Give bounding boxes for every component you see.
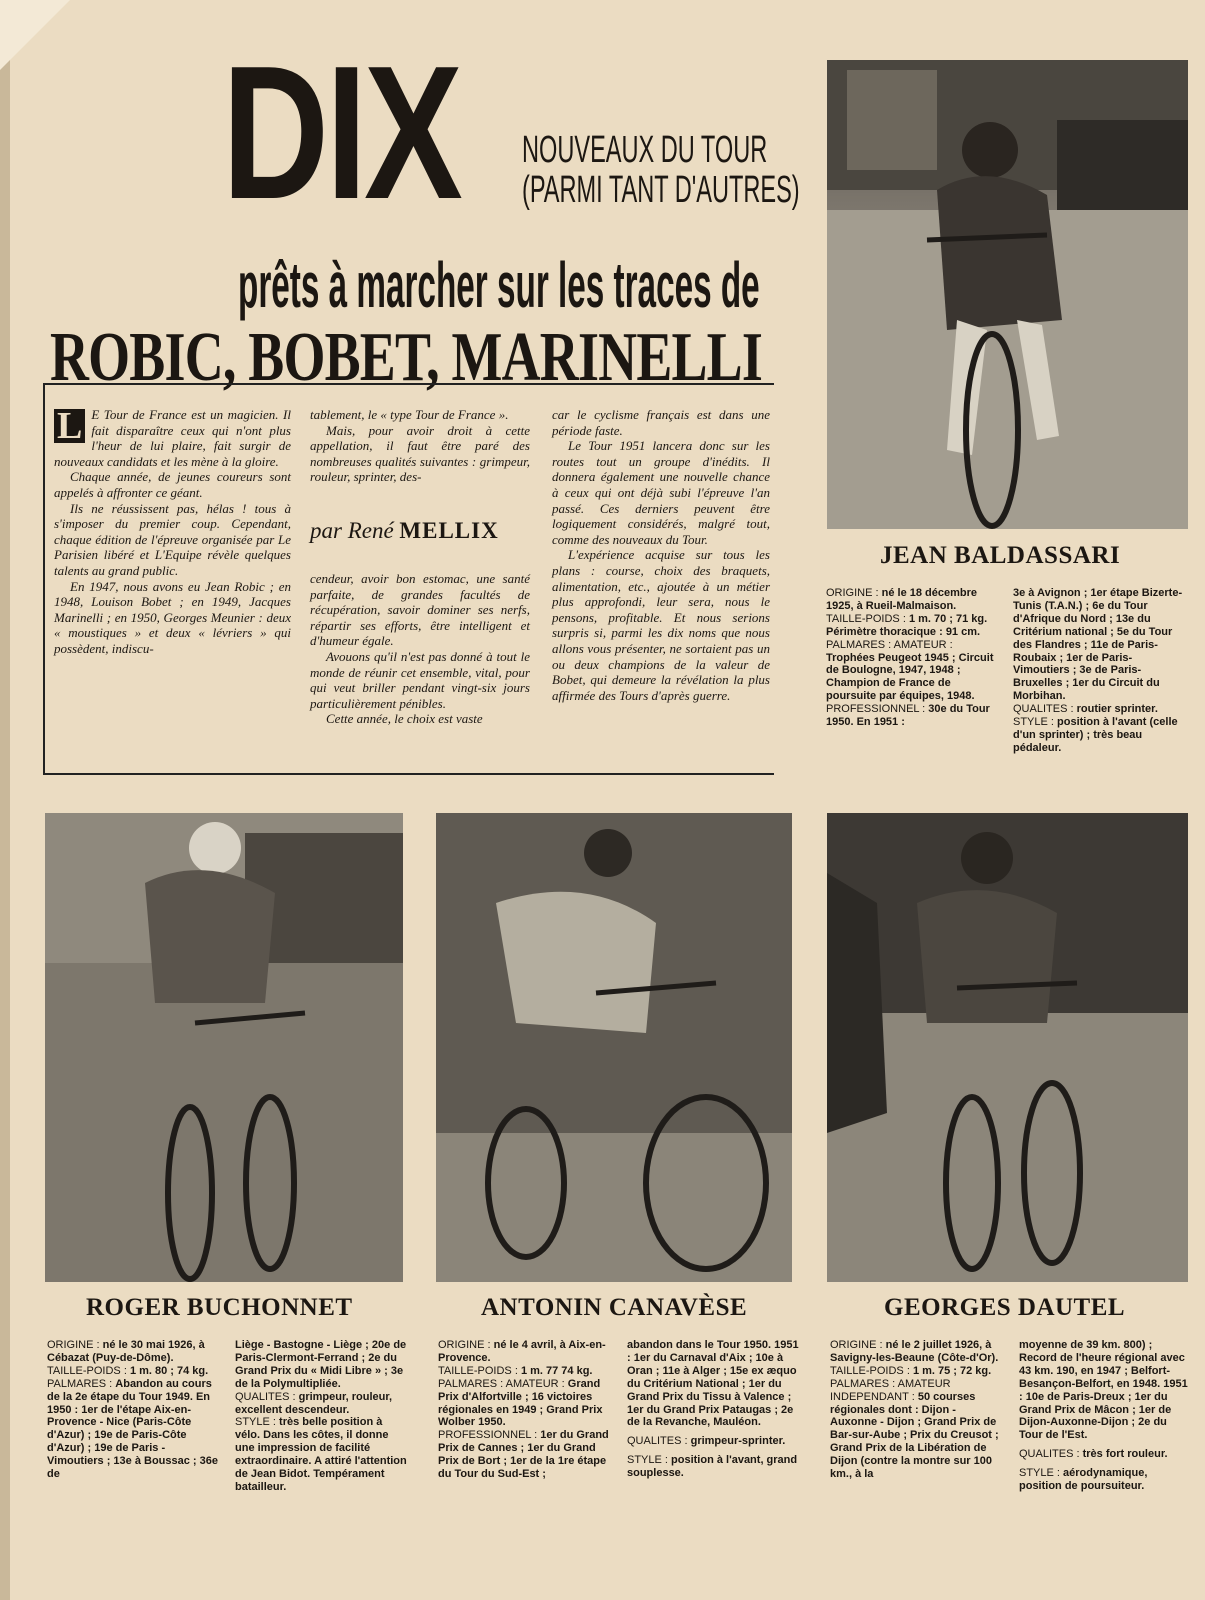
headline-subtitle-line1: NOUVEAUX DU TOUR bbox=[522, 129, 768, 171]
article-column-3 bbox=[552, 407, 770, 703]
bio-canavese-col2 bbox=[627, 1339, 799, 1480]
article-column-1 bbox=[54, 407, 291, 657]
headline-subtitle-line2: (PARMI TANT D'AUTRES) bbox=[522, 169, 800, 211]
bio-buchonnet-col1 bbox=[47, 1339, 219, 1481]
bio-baldassari-col1 bbox=[826, 587, 1001, 729]
bio-entry: STYLE : position à l'avant, grand souplesse. bbox=[627, 1454, 798, 1480]
article-paragraph: Avouons qu'il n'est pas donné à tout le monde de réunir cet ensemble, vital, pour qui veut briller pendant vingt-six jours particulièrement pénibles. bbox=[310, 648, 530, 711]
bio-entry: TAILLE-POIDS : 1 m. 80 ; 74 kg. bbox=[47, 1364, 209, 1377]
cyclist-photo-illustration bbox=[827, 813, 1188, 1282]
bio-buchonnet-col2 bbox=[235, 1339, 407, 1494]
article-dropcap: L bbox=[54, 409, 85, 443]
article-byline bbox=[310, 518, 499, 544]
photo-jean-baldassari bbox=[827, 60, 1188, 529]
article-column-2-top bbox=[310, 407, 530, 485]
rider-name-canavese: ANTONIN CANAVÈSE bbox=[481, 1294, 748, 1321]
page-binding-edge bbox=[0, 0, 10, 1600]
cyclist-photo-illustration bbox=[827, 60, 1188, 529]
byline-prefix: par René bbox=[310, 518, 394, 543]
bio-entry: QUALITES : très fort rouleur. bbox=[1019, 1448, 1168, 1461]
bio-entry: 3e à Avignon ; 1er étape Bizerte-Tunis (T.A.N.) ; 6e du Tour d'Afrique du Nord ; 13e du Critérium national ; 5e du Tour des Flandres ; 11e de Paris-Roubaix ; 1er de Paris-Vimoutiers ; 3e de Paris-Bruxelles ; 1er du Circuit du Morbihan. bbox=[1013, 587, 1183, 703]
bio-baldassari-col2 bbox=[1013, 587, 1188, 755]
headline-subtitle bbox=[522, 130, 800, 210]
article-paragraph: L E Tour de France est un magicien. Il fait disparaître ceux qui n'ont plus l'heur de lui plaire, fait surgir de nouveaux candidats et les mène à la gloire. bbox=[54, 405, 291, 469]
bio-entry: TAILLE-POIDS : 1 m. 75 ; 72 kg. bbox=[830, 1364, 992, 1377]
article-paragraph: car le cyclisme français est dans une période faste. bbox=[552, 407, 770, 438]
cyclist-photo-illustration bbox=[45, 813, 403, 1282]
bio-entry: PROFESSIONNEL : 30e du Tour 1950. En 1951 : bbox=[826, 703, 990, 729]
bio-dautel-col1 bbox=[830, 1339, 1002, 1481]
bio-entry: ORIGINE : né le 18 décembre 1925, à Rueil-Malmaison. bbox=[826, 587, 978, 612]
article-paragraph: En 1947, nous avons eu Jean Robic ; en 1948, Louison Bobet ; en 1949, Jacques Marinelli ; en 1950, Georges Meunier : deux « moustiques » et deux « lévriers » qui possèdent, indiscu- bbox=[54, 578, 291, 656]
headline-deck: prêts à marcher sur les traces de bbox=[238, 249, 760, 321]
cyclist-photo-illustration bbox=[436, 813, 792, 1282]
bio-entry: PALMARES : AMATEUR : Trophées Peugeot 1945 ; Circuit de Boulogne, 1947, 1948 ; Champion de France de poursuite par équipes, 1948. bbox=[826, 638, 994, 703]
article-paragraph: Le Tour 1951 lancera donc sur les routes tout un groupe d'inédits. Il donnera également une nouvelle chance à ceux qui ont déjà subi l'épreuve l'an passé. Ces derniers peuvent être logiquement considérés, malgré tout, comme des nouveaux du Tour. bbox=[552, 438, 770, 547]
bio-entry: TAILLE-POIDS : 1 m. 70 ; 71 kg. Périmètre thoracique : 91 cm. bbox=[826, 612, 988, 638]
bio-entry: abandon dans le Tour 1950. 1951 : 1er du Carnaval d'Aix ; 10e à Oran ; 11e à Alger ; 15e ex æquo du Critérium National ; 1er du Grand Prix du Tissu à Valence ; 1er du Grand Prix Pataugas ; 2e de la Revanche, Mauléon. bbox=[627, 1339, 799, 1429]
bio-entry: PALMARES : AMATEUR INDEPENDANT : 50 courses régionales dont : Dijon - Auxonne - Dijon ; Grand Prix de Bar-sur-Aube ; Prix du Creusot ; Grand Prix de la Libération de Dijon (contre la montre sur 100 km., à la bbox=[830, 1377, 999, 1481]
bio-entry: QUALITES : grimpeur-sprinter. bbox=[627, 1435, 786, 1448]
article-paragraph: Ils ne réussissent pas, hélas ! tous à s'imposer du premier coup. Cependant, chaque édition de l'épreuve organisée par Le Parisien libéré et L'Equipe révèle quelques talents au grand public. bbox=[54, 500, 291, 578]
bio-entry: ORIGINE : né le 2 juillet 1926, à Savigny-les-Beaune (Côte-d'Or). bbox=[830, 1339, 999, 1364]
headline-names: ROBIC, BOBET, MARINELLI bbox=[50, 319, 763, 396]
bio-entry: TAILLE-POIDS : 1 m. 77 74 kg. bbox=[438, 1364, 593, 1377]
article-paragraph: Chaque année, de jeunes coureurs sont appelés à affronter ce géant. bbox=[54, 469, 291, 500]
rider-name-buchonnet: ROGER BUCHONNET bbox=[86, 1294, 353, 1321]
photo-antonin-canavese bbox=[436, 813, 792, 1282]
rider-name-baldassari: JEAN BALDASSARI bbox=[880, 542, 1121, 569]
bio-entry: QUALITES : grimpeur, rouleur, excellent descendeur. bbox=[235, 1390, 393, 1416]
bio-entry: QUALITES : routier sprinter. bbox=[1013, 703, 1158, 716]
bio-entry: Liège - Bastogne - Liège ; 20e de Paris-Clermont-Ferrand ; 2e du Grand Prix du « Midi Libre » ; 3e de la Polymultipliée. bbox=[235, 1339, 407, 1390]
rider-name-dautel: GEORGES DAUTEL bbox=[884, 1294, 1126, 1321]
bio-entry: STYLE : aérodynamique, position de poursuiteur. bbox=[1019, 1467, 1148, 1493]
article-column-2-bottom bbox=[310, 571, 530, 727]
byline-author: MELLIX bbox=[399, 518, 499, 543]
photo-roger-buchonnet bbox=[45, 813, 403, 1282]
bio-entry: PALMARES : AMATEUR : Grand Prix d'Alfortville ; 16 victoires régionales en 1949 ; Grand Prix Wolber 1950. bbox=[438, 1377, 603, 1429]
page-corner-fold bbox=[0, 0, 70, 70]
headline-dix: DIX bbox=[222, 27, 460, 239]
article-paragraph: tablement, le « type Tour de France ». bbox=[310, 407, 509, 422]
bio-entry: PROFESSIONNEL : 1er du Grand Prix de Cannes ; 1er du Grand Prix de Bort ; 1er de la 1re étape du Tour du Sud-Est ; bbox=[438, 1429, 609, 1481]
article-paragraph: Mais, pour avoir droit à cette appellation, il faut être paré des nombreuses qualités suivantes : grimpeur, rouleur, sprinter, des- bbox=[310, 422, 530, 485]
bio-canavese-col1 bbox=[438, 1339, 610, 1481]
bio-dautel-col2 bbox=[1019, 1339, 1191, 1493]
article-paragraph: cendeur, avoir bon estomac, une santé parfaite, de grandes facultés de récupération, savoir dominer ses nerfs, répartir ses efforts, être intelligent et d'humeur égale. bbox=[310, 571, 530, 649]
bio-entry: PALMARES : Abandon au cours de la 2e étape du Tour 1949. En 1950 : 1er de l'étape Aix-en-Provence - Nice (Paris-Côte d'Azur) ; 19e de Paris-Côte d'Azur) ; 19e de Paris - Vimoutiers ; 13e à Boussac ; 36e de bbox=[47, 1377, 218, 1481]
bio-entry: STYLE : position à l'avant (celle d'un sprinter) ; très beau pédaleur. bbox=[1013, 716, 1178, 754]
bio-entry: ORIGINE : né le 30 mai 1926, à Cébazat (Puy-de-Dôme). bbox=[47, 1339, 205, 1364]
article-paragraph: L'expérience acquise sur tous les plans : course, choix des braquets, alimentation, etc., ajoutée à un métier plus approfondi, leur sera, nous le pensons, profitable. Et nous serions surpris si, parmi les dix noms que nous allons vous présenter, ne sortaient pas un ou deux champions de la valeur de Bobet, qui demeure la révélation la plus affirmée des Tours d'après guerre. bbox=[552, 547, 770, 703]
bio-entry: moyenne de 39 km. 800) ; Record de l'heure régional avec 43 km. 190, en 1947 ; Belfort-Besançon-Belfort, en 1948. 1951 : 10e de Paris-Dreux ; 1er du Grand Prix de Mâcon ; 1er de Dijon-Auxonne-Dijon ; 2e du Tour de l'Est. bbox=[1019, 1339, 1188, 1442]
bio-entry: STYLE : très belle position à vélo. Dans les côtes, il donne une impression de facilité extraordinaire. A attiré l'attention de Jean Bidot. Tempérament batailleur. bbox=[235, 1416, 407, 1493]
photo-georges-dautel bbox=[827, 813, 1188, 1282]
article-paragraph: Cette année, le choix est vaste bbox=[326, 711, 483, 727]
bio-entry: ORIGINE : né le 4 avril, à Aix-en-Provence. bbox=[438, 1339, 606, 1364]
